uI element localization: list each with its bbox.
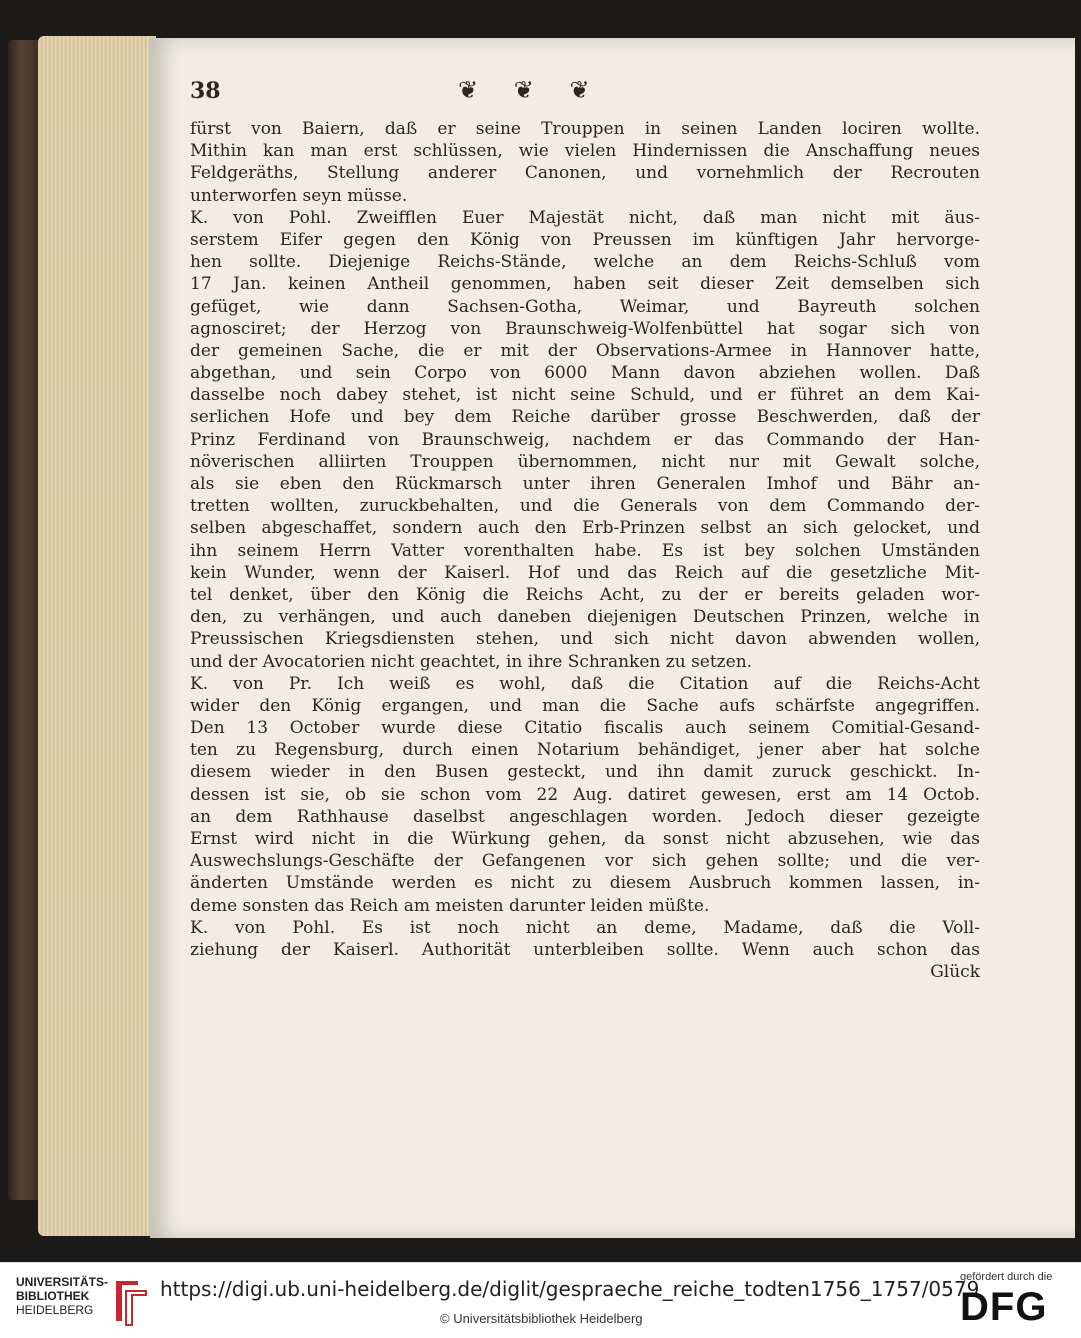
text-line: unterworfen seyn müsse. <box>190 185 408 206</box>
text-line: agnosciret; der Herzog von Braunschweig-Wolfenbüttel hat sogar sich von <box>190 318 980 339</box>
text-line: Mithin kan man erst schlüssen, wie vielen Hindernissen die Anschaffung neues <box>190 141 980 162</box>
text-line: ten zu Regensburg, durch einen Notarium behändiget, jener aber hat solche <box>190 740 980 761</box>
text-line: K. von Pohl. Es ist noch nicht an deme, Madame, daß die Voll- <box>190 917 980 938</box>
text-line: Auswechslungs-Geschäfte der Gefangenen vor sich gehen sollte; und die ver- <box>190 851 980 872</box>
ornament-icon: ❦ ❦ ❦ <box>458 76 604 104</box>
text-line: als sie eben den Rückmarsch unter ihren Generalen Imhof und Bähr an- <box>190 474 980 494</box>
text-line: und der Avocatorien nicht geachtet, in ihre Schranken zu setzen. <box>190 651 753 672</box>
text-line: dasselbe noch dabey stehet, ist nicht seine Schuld, und er führet an dem Kai- <box>190 385 980 406</box>
text-line: abgethan, und sein Corpo von 6000 Mann davon abziehen wollen. Daß <box>190 363 980 384</box>
text-line: Preussischen Kriegsdiensten stehen, und sich nicht davon abwenden wollen, <box>190 629 980 650</box>
text-line: kein Wunder, wenn der Kaiserl. Hof und das Reich auf die gesetzliche Mit- <box>190 562 980 583</box>
text-line: wider den König ergangen, und man die Sache aufs schärfste angegriffen. <box>190 695 980 716</box>
text-line: K. von Pohl. Zweifflen Euer Majestät nicht, daß man nicht mit äus- <box>190 207 980 228</box>
text-line: serstem Eifer gegen den König von Preussen im künftigen Jahr hervorge- <box>190 229 980 250</box>
viewer-footer <box>0 1262 1081 1338</box>
text-line: den, zu verhängen, und auch daneben diejenigen Deutschen Prinzen, welche in <box>190 607 980 628</box>
page-edges <box>38 36 156 1236</box>
text-line: diesem wieder in den Busen gesteckt, und ihn damit zuruck geschickt. In- <box>190 762 980 783</box>
text-line: hen sollte. Diejenige Reichs-Stände, welche an dem Reichs-Schluß vom <box>190 252 980 273</box>
text-line: Ernst wird nicht in die Würkung gehen, da sonst nicht abzusehen, wie das <box>190 829 980 849</box>
text-line: fürst von Baiern, daß er seine Trouppen in seinen Landen lociren wollte. <box>190 119 980 139</box>
library-logo-icon <box>108 1275 152 1327</box>
text-line: deme sonsten das Reich am meisten darunter leiden müßte. <box>190 895 710 916</box>
text-line: tretten wollten, zuruckbehalten, und die Generals von dem Commando der- <box>190 496 980 517</box>
institution-line: HEIDELBERG <box>16 1303 94 1317</box>
page-body-text <box>190 118 980 983</box>
page-header <box>190 78 810 106</box>
text-line: 17 Jan. keinen Antheil genommen, haben seit dieser Zeit demselben sich <box>190 274 980 295</box>
copyright-notice: © Universitätsbibliothek Heidelberg <box>440 1311 643 1326</box>
text-line: tel denket, über den König die Reichs Acht, zu der er bereits geladen wor- <box>190 584 980 605</box>
book-cover-edge <box>8 40 42 1200</box>
text-line: dessen ist sie, ob sie schon vom 22 Aug. datiret gewesen, erst am 14 Octob. <box>190 784 980 805</box>
funded-by-label: gefördert durch die <box>960 1271 1053 1283</box>
dfg-logo: DFG <box>960 1285 1048 1329</box>
text-line: ihn seinem Herrn Vatter vorenthalten habe. Es ist bey solchen Umständen <box>190 540 980 561</box>
institution-line: BIBLIOTHEK <box>16 1289 90 1303</box>
document-url-link[interactable]: https://digi.ub.uni-heidelberg.de/diglit/gespraeche_reiche_todten1756_1757/0579 <box>160 1277 980 1301</box>
text-line: an dem Rathhause daselbst angeschlagen worden. Jedoch dieser gezeigte <box>190 806 980 827</box>
text-line: ziehung der Kaiserl. Authorität unterbleiben sollte. Wenn auch schon das <box>190 939 980 960</box>
institution-line: UNIVERSITÄTS- <box>16 1275 109 1289</box>
text-line: der gemeinen Sache, die er mit der Observations-Armee in Hannover hatte, <box>190 340 980 361</box>
text-line: selben abgeschaffet, sondern auch den Erb-Prinzen selbst an sich gelocket, und <box>190 518 980 539</box>
catchword: Glück <box>930 962 980 983</box>
text-line: Den 13 October wurde diese Citatio fiscalis auch seinem Comitial-Gesand- <box>190 718 980 739</box>
text-line: K. von Pr. Ich weiß es wohl, daß die Citation auf die Reichs-Acht <box>190 673 980 694</box>
page-number: 38 <box>190 78 221 104</box>
text-line: serlichen Hofe und bey dem Reiche darüber grosse Beschwerden, daß der <box>190 407 980 428</box>
text-line: gefüget, wie dann Sachsen-Gotha, Weimar, und Bayreuth solchen <box>190 296 980 317</box>
text-line: növerischen alliirten Trouppen übernommen, nicht nur mit Gewalt solche, <box>190 451 980 472</box>
text-line: änderten Umstände werden es nicht zu diesem Ausbruch kommen lassen, in- <box>190 873 980 894</box>
text-line: Prinz Ferdinand von Braunschweig, nachdem er das Commando der Han- <box>190 429 980 450</box>
text-line: Feldgeräths, Stellung anderer Canonen, und vornehmlich der Recrouten <box>190 163 980 184</box>
